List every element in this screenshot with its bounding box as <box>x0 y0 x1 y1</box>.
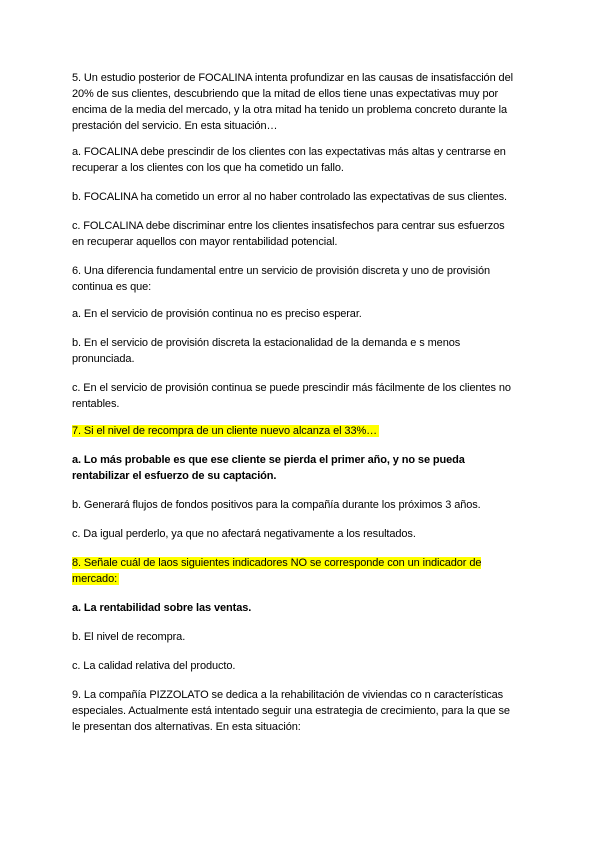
question-8-option-b: b. El nivel de recompra. <box>72 631 186 643</box>
question-7-option-b: b. Generará flujos de fondos positivos para la compañía durante los próximos 3 años. <box>72 499 481 511</box>
question-5-option-b: b. FOCALINA ha cometido un error al no haber controlado las expectativas de sus clientes. <box>72 191 508 203</box>
question-6: 6. Una diferencia fundamental entre un servicio de provisión discreta y uno de provisión continua es que: <box>72 265 490 293</box>
question-8-option-c: c. La calidad relativa del producto. <box>72 660 236 672</box>
question-8-highlight: 8. Señale cuál de laos siguientes indicadores NO se corresponde con un indicador de mercado: <box>72 557 482 585</box>
question-5-option-c: c. FOLCALINA debe discriminar entre los clientes insatisfechos para centrar sus esfuerzos en recuperar aquellos con mayor rentabilidad potencial. <box>72 220 505 248</box>
question-6-option-a: a. En el servicio de provisión continua no es preciso esperar. <box>72 308 362 320</box>
question-5-option-a: a. FOCALINA debe prescindir de los clientes con las expectativas más altas y centrarse en recuperar a los clientes con los que ha cometido un fallo. <box>72 146 506 174</box>
question-6-option-c: c. En el servicio de provisión continua se puede prescindir más fácilmente de los clientes no rentables. <box>72 382 511 410</box>
question-5: 5. Un estudio posterior de FOCALINA intenta profundizar en las causas de insatisfacción del 20% de sus clientes, descubriendo que la mitad de ellos tiene unas expectativas muy por encima de la media del mercado, y la otra mitad ha tenido un problema concreto durante la prestación del servicio. En esta situación… <box>72 72 513 132</box>
question-7 <box>72 423 532 439</box>
question-7-option-c: c. Da igual perderlo, ya que no afectará negativamente a los resultados. <box>72 528 416 540</box>
question-9: 9. La compañía PIZZOLATO se dedica a la rehabilitación de viviendas co n características especiales. Actualmente está intentado seguir una estrategia de crecimiento, para la que se le presentan dos alternativas. En esta situación: <box>72 689 510 733</box>
question-7-option-a-correct: a. Lo más probable es que ese cliente se pierda el primer año, y no se pueda rentabilizar el esfuerzo de su captación. <box>72 454 465 482</box>
question-8-option-a-correct: a. La rentabilidad sobre las ventas. <box>72 602 252 614</box>
question-8 <box>72 555 532 587</box>
question-6-option-b: b. En el servicio de provisión discreta la estacionalidad de la demanda e s menos pronunciada. <box>72 337 461 365</box>
question-7-highlight: 7. Si el nivel de recompra de un cliente nuevo alcanza el 33%… <box>72 425 378 437</box>
